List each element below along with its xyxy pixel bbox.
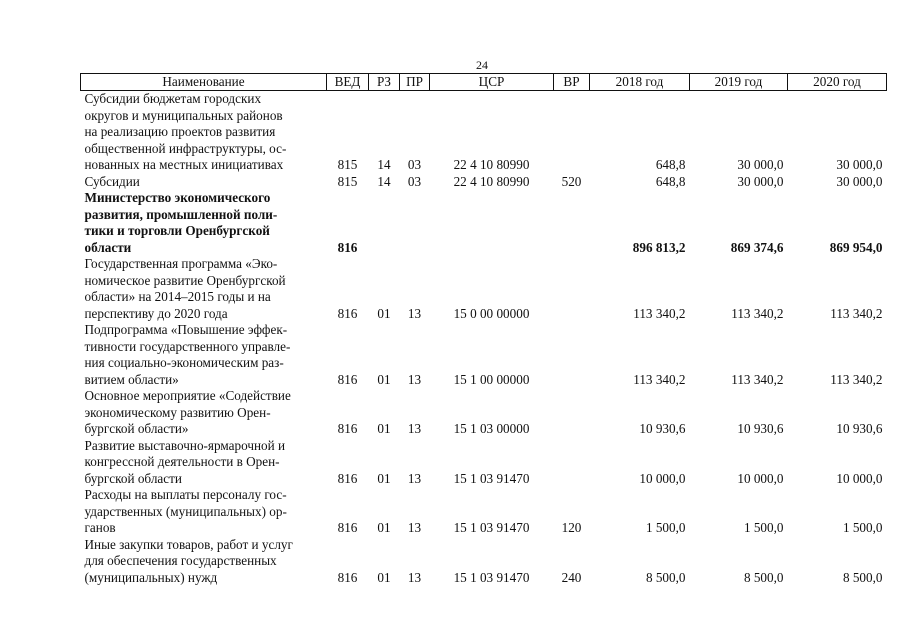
row-value-2018: 648,8: [655, 157, 686, 172]
row-csr: [430, 190, 554, 256]
budget-table: [80, 73, 887, 586]
header-2018: 2018 год: [590, 74, 690, 91]
row-name: Субсидии бюджетам городских округов и муниципальных районов на реализацию проектов развития общественной инфраструктуры, ос- нованных на местных инициативах: [84, 91, 287, 172]
row-csr: 15 1 03 00000: [453, 421, 530, 436]
table-header-row: [81, 74, 887, 91]
row-value-2020: 10 930,6: [836, 421, 883, 436]
row-name: Подпрограмма «Повышение эффек- тивности государственного управле- ния социально-экономическим раз- витием области»: [84, 322, 291, 387]
row-rz: 01: [377, 470, 391, 486]
row-pr: [400, 190, 430, 256]
row-value-2020: 10 000,0: [836, 470, 883, 486]
row-ved: 815: [337, 157, 358, 172]
header-rz: РЗ: [369, 74, 400, 91]
row-value-2020: 1 500,0: [842, 520, 883, 535]
header-vr: ВР: [554, 74, 590, 91]
row-value-2019: 113 340,2: [731, 305, 784, 321]
row-name: Расходы на выплаты персоналу гос- ударственных (муниципальных) ор- ганов: [84, 487, 287, 535]
table-row: [81, 388, 887, 438]
row-rz: 01: [377, 421, 391, 436]
table-row: [81, 174, 887, 191]
header-ved: ВЕД: [327, 74, 369, 91]
row-rz: 01: [377, 520, 391, 535]
header-2019: 2019 год: [690, 74, 788, 91]
table-row: [81, 190, 887, 256]
row-csr: 15 1 03 91470: [453, 470, 530, 486]
row-ved: 816: [337, 305, 358, 321]
row-value-2020: 113 340,2: [830, 305, 883, 321]
row-name: Основное мероприятие «Содействие экономическому развитию Орен- бургской области»: [84, 388, 291, 436]
row-rz: 01: [377, 569, 391, 585]
row-rz: [369, 190, 400, 256]
row-value-2018: 10 000,0: [639, 470, 686, 486]
table-row: [81, 256, 887, 322]
row-rz: 14: [377, 173, 391, 189]
row-value-2020: 30 000,0: [836, 157, 883, 172]
row-value-2019: 1 500,0: [743, 520, 784, 535]
row-pr: 13: [407, 470, 422, 486]
row-vr: [554, 190, 590, 256]
row-pr: 13: [407, 421, 422, 436]
table-row: [81, 438, 887, 488]
row-name: Иные закупки товаров, работ и услуг для обеспечения государственных (муниципальных) нужд: [84, 536, 293, 585]
row-pr: 13: [407, 569, 422, 585]
row-vr: 240: [561, 569, 582, 585]
row-ved: 816: [337, 371, 358, 387]
row-csr: 15 1 03 91470: [453, 569, 530, 585]
row-value-2020: 30 000,0: [836, 173, 883, 189]
row-ved: 816: [337, 421, 358, 436]
row-value-2018: 896 813,2: [632, 239, 686, 255]
row-pr: 13: [407, 520, 422, 535]
row-vr: [554, 91, 590, 174]
row-csr: 22 4 10 80990: [453, 173, 530, 189]
row-value-2019: 869 374,6: [730, 239, 784, 255]
row-vr: [554, 256, 590, 322]
row-vr: [554, 388, 590, 438]
row-name: Министерство экономического развития, промышленной поли- тики и торговли Оренбургской области: [84, 190, 278, 255]
row-value-2020: 113 340,2: [830, 371, 883, 387]
row-vr: [554, 438, 590, 488]
header-2020: 2020 год: [788, 74, 887, 91]
row-pr: 13: [407, 305, 422, 321]
row-pr: 03: [407, 173, 422, 189]
row-value-2018: 8 500,0: [645, 569, 686, 585]
row-csr: 15 1 00 00000: [453, 371, 530, 387]
row-name: Субсидии: [84, 173, 140, 189]
row-value-2019: 113 340,2: [731, 371, 784, 387]
row-pr: 13: [407, 371, 422, 387]
row-ved: 816: [337, 470, 358, 486]
table-row: [81, 487, 887, 537]
table-row: [81, 322, 887, 388]
row-value-2019: 10 000,0: [737, 470, 784, 486]
row-value-2019: 30 000,0: [737, 157, 784, 172]
row-ved: 816: [337, 520, 358, 535]
header-pr: ПР: [400, 74, 430, 91]
row-ved: 816: [337, 239, 358, 255]
row-name: Государственная программа «Эко- номическое развитие Оренбургской области» на 2014–2015 годы и на перспективу до 2020 года: [84, 256, 286, 321]
row-value-2018: 10 930,6: [639, 421, 686, 436]
row-name: Развитие выставочно-ярмарочной и конгрессной деятельности в Орен- бургской области: [84, 437, 286, 486]
row-rz: 01: [377, 371, 391, 387]
row-value-2018: 1 500,0: [645, 520, 686, 535]
header-name: Наименование: [81, 74, 327, 91]
table-row: [81, 91, 887, 174]
table-row: [81, 537, 887, 587]
row-value-2019: 10 930,6: [737, 421, 784, 436]
row-value-2020: 869 954,0: [829, 239, 883, 255]
header-csr: ЦСР: [430, 74, 554, 91]
row-value-2018: 113 340,2: [633, 305, 686, 321]
row-value-2020: 8 500,0: [842, 569, 883, 585]
row-vr: [554, 322, 590, 388]
row-rz: 01: [377, 305, 391, 321]
row-value-2019: 8 500,0: [743, 569, 784, 585]
row-value-2018: 648,8: [655, 173, 686, 189]
row-value-2019: 30 000,0: [737, 173, 784, 189]
row-csr: 15 1 03 91470: [453, 520, 530, 535]
row-csr: 15 0 00 00000: [453, 305, 530, 321]
row-ved: 816: [337, 569, 358, 585]
row-rz: 14: [377, 157, 391, 172]
table-body: [81, 91, 887, 587]
row-vr: 120: [561, 520, 582, 535]
row-pr: 03: [407, 157, 422, 172]
row-csr: 22 4 10 80990: [453, 157, 530, 172]
row-vr: 520: [561, 173, 582, 189]
row-ved: 815: [337, 173, 358, 189]
row-value-2018: 113 340,2: [633, 371, 686, 387]
page-number: 24: [476, 58, 488, 72]
